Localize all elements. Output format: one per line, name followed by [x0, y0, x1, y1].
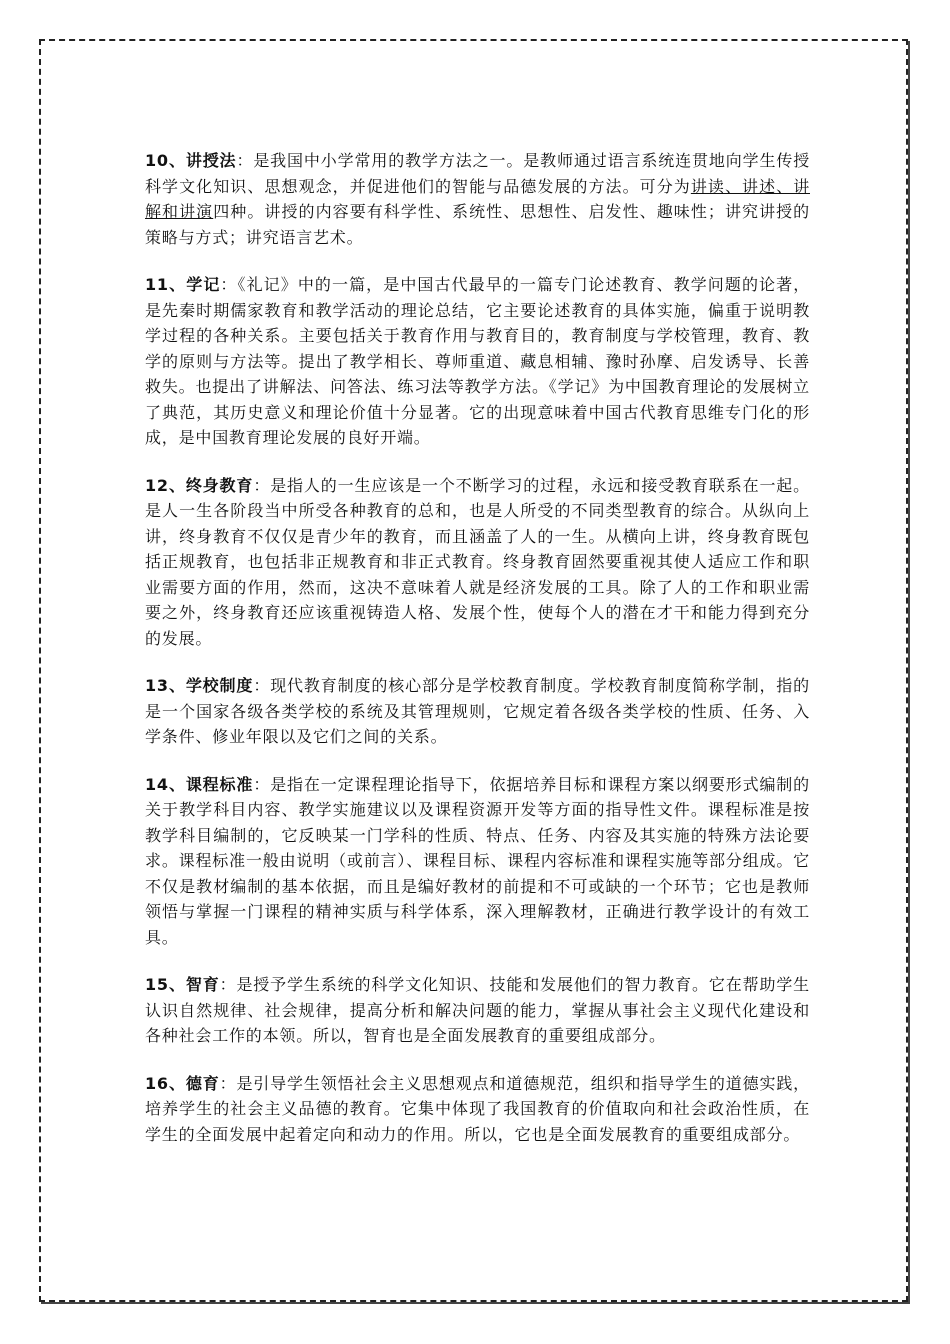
- entry-title: 、德育: [168, 1073, 220, 1093]
- entry-colon: ：: [220, 275, 238, 294]
- entry-16-moral-education: [145, 1071, 810, 1148]
- entry-14-curriculum-standard: [145, 772, 810, 951]
- entry-term: [145, 775, 253, 794]
- entry-number: 11: [145, 275, 169, 294]
- entry-number: 10: [145, 151, 169, 170]
- entry-number: 14: [145, 774, 169, 794]
- entry-number: 12: [145, 475, 169, 495]
- entry-text: 是我国中小学常用的教学方法之一。是教师通过语言系统连贯地向学生传授科学文化知识、思想观念，并促进他们的智能与品德发展的方法。可分为: [145, 151, 810, 196]
- entry-title: 、课程标准: [168, 774, 254, 794]
- entry-number: 13: [145, 676, 169, 695]
- entry-term: [145, 476, 253, 495]
- entry-colon: ：: [253, 475, 271, 495]
- entry-text: 四种。讲授的内容要有科学性、系统性、思想性、启发性、趣味性；讲究讲授的策略与方式；讲究语言艺术。: [145, 202, 810, 247]
- entry-title: 、讲授法: [168, 151, 237, 170]
- entry-text: 现代教育制度的核心部分是学校教育制度。学校教育制度简称学制，指的是一个国家各级各类学校的系统及其管理规则，它规定着各级各类学校的性质、任务、入学条件、修业年限以及它们之间的关系。: [145, 676, 810, 746]
- entry-11-xueji: [145, 272, 810, 451]
- entry-text-underlined: 讲读、讲述、讲解和讲演: [145, 176, 810, 221]
- entry-title: 、终身教育: [168, 475, 254, 495]
- entry-title: 、智育: [168, 975, 220, 994]
- entry-15-intellectual-education: [145, 972, 810, 1049]
- entry-colon: ：: [236, 151, 254, 170]
- entry-term: [145, 151, 236, 170]
- entry-text: 是指在一定课程理论指导下，依据培养目标和课程方案以纲要形式编制的关于教学科目内容、教学实施建议以及课程资源开发等方面的指导性文件。课程标准是按教学科目编制的，它反映某一门学科的性质、特点、任务、内容及其实施的特殊方法论要求。课程标准一般由说明（或前言）、课程目标、课程内容标准和课程实施等部分组成。它不仅是教材编制的基本依据，而且是编好教材的前提和不可或缺的一个环节；它也是教师领悟与掌握一门课程的精神实质与科学体系，深入理解教材，正确进行教学设计的有效工具。: [145, 774, 810, 947]
- entry-text: 是指人的一生应该是一个不断学习的过程，永远和接受教育联系在一起。是人一生各阶段当中所受各种教育的总和，也是人所受的不同类型教育的综合。从纵向上讲，终身教育不仅仅是青少年的教育，而且涵盖了人的一生。从横向上讲，终身教育既包括正规教育，也包括非正规教育和非正式教育。终身教育固然要重视其使人适应工作和职业需要方面的作用，然而，这决不意味着人就是经济发展的工具。除了人的工作和职业需要之外，终身教育还应该重视铸造人格、发展个性，使每个人的潜在才干和能力得到充分的发展。: [145, 475, 810, 648]
- entry-colon: ：: [219, 1073, 237, 1093]
- entry-number: 15: [145, 975, 169, 994]
- entry-text: 《礼记》中的一篇，是中国古代最早的一篇专门论述教育、教学问题的论著，是先秦时期儒家教育和教学活动的理论总结，它主要论述教育的具体实施，偏重于说明教学过程的各种关系。主要包括关于教育作用与教育目的，教育制度与学校管理，教育、教学的原则与方法等。提出了教学相长、尊师重道、藏息相辅、豫时孙摩、启发诱导、长善救失。也提出了讲解法、问答法、练习法等教学方法。《学记》为中国教育理论的发展树立了典范，其历史意义和理论价值十分显著。它的出现意味着中国古代教育思维专门化的形成，是中国教育理论发展的良好开端。: [145, 275, 810, 447]
- entry-text: 是授予学生系统的科学文化知识、技能和发展他们的智力教育。它在帮助学生认识自然规律、社会规律，提高分析和解决问题的能力，掌握从事社会主义现代化建设和各种社会工作的本领。所以，智育也是全面发展教育的重要组成部分。: [145, 975, 810, 1045]
- entry-text: 是引导学生领悟社会主义思想观点和道德规范，组织和指导学生的道德实践，培养学生的社会主义品德的教育。它集中体现了我国教育的价值取向和社会政治性质，在学生的全面发展中起着定向和动力的作用。所以，它也是全面发展教育的重要组成部分。: [145, 1073, 810, 1144]
- entry-colon: ：: [253, 676, 271, 695]
- entry-title: 、学校制度: [168, 676, 254, 695]
- entry-colon: ：: [253, 774, 271, 794]
- entry-term: [145, 1074, 220, 1093]
- entry-term: [145, 975, 220, 994]
- entry-term: [145, 676, 253, 695]
- entry-term: [145, 275, 220, 294]
- entry-number: 16: [145, 1073, 169, 1093]
- entry-13-school-system: [145, 673, 810, 750]
- entry-title: 、学记: [168, 275, 221, 294]
- entry-10-teaching-method: [145, 148, 810, 250]
- entry-12-lifelong-education: [145, 473, 810, 652]
- document-body: [145, 148, 810, 1169]
- entry-colon: ：: [219, 975, 237, 994]
